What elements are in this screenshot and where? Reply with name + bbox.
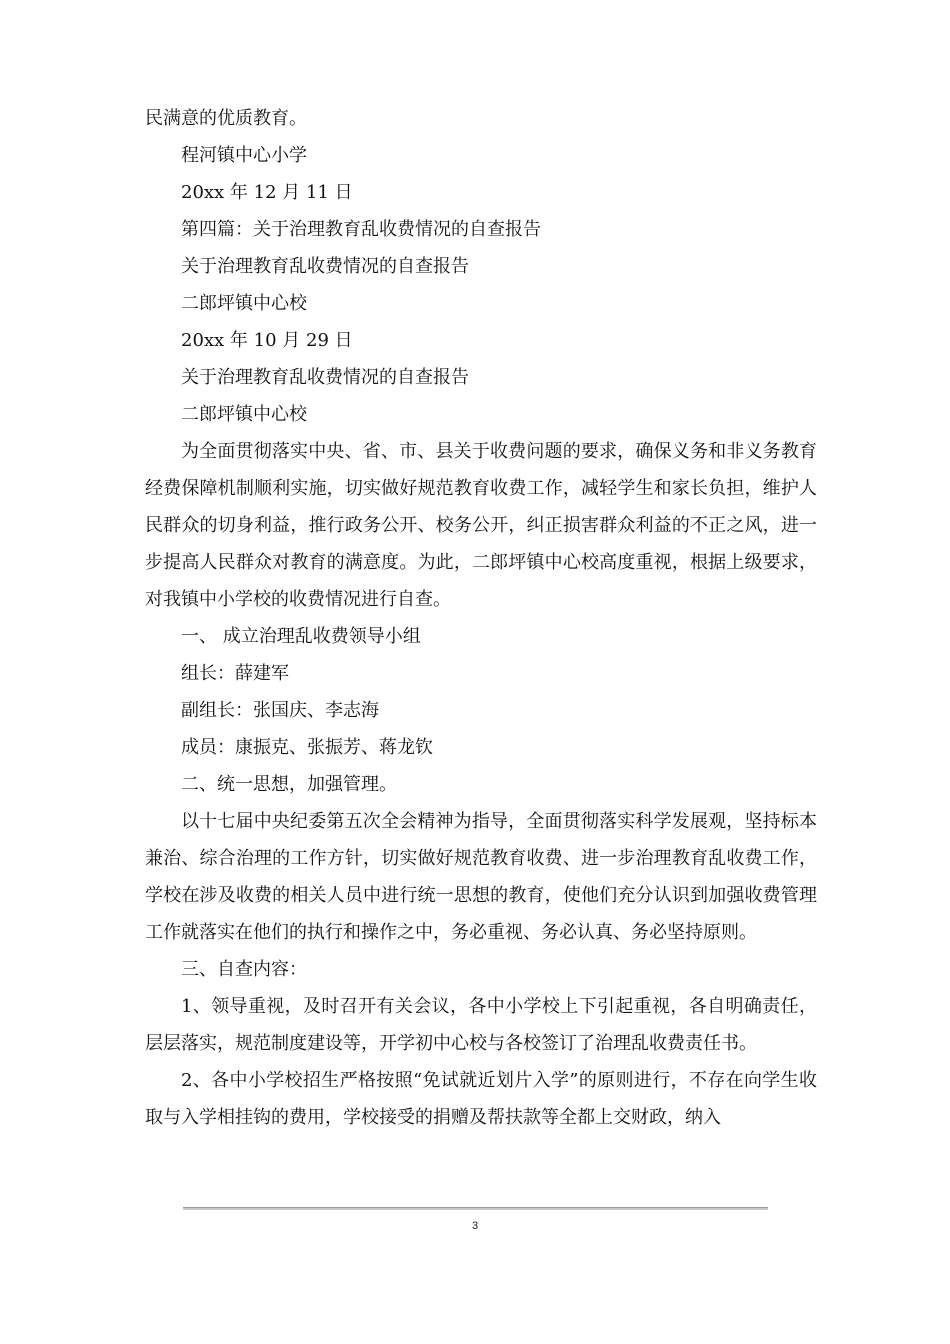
report-title: 关于治理教育乱收费情况的自查报告 xyxy=(181,367,469,388)
chapter-heading: 第四篇：关于治理教育乱收费情况的自查报告 xyxy=(181,219,541,240)
school-name-chenghe: 程河镇中心小学 xyxy=(181,145,307,166)
school-name-erlangping: 二郎坪镇中心校 xyxy=(181,404,307,425)
date-line: 20xx 年 12 月 11 日 xyxy=(181,182,353,203)
members-line: 成员：康振克、张振芳、蒋龙钦 xyxy=(181,737,433,758)
date-line: 20xx 年 10 月 29 日 xyxy=(181,330,353,351)
school-name-erlangping: 二郎坪镇中心校 xyxy=(181,293,307,314)
page-number: 3 xyxy=(471,1220,479,1232)
text-line-continuation: 民满意的优质教育。 xyxy=(145,108,307,129)
inspection-item-2: 2、各中小学校招生严格按照“免试就近划片入学”的原则进行，不存在向学生收取与入学相挂钩的费用，学校接受的捐赠及帮扶款等全都上交财政，纳入 xyxy=(145,1070,817,1128)
management-paragraph: 以十七届中央纪委第五次全会精神为指导，全面贯彻落实科学发展观，坚持标本兼治、综合治理的工作方针，切实做好规范教育收费、进一步治理教育乱收费工作，学校在涉及收费的相关人员中进行统一思想的教育，使他们充分认识到加强收费管理工作就落实在他们的执行和操作之中，务必重视、务必认真、务必坚持原则。 xyxy=(145,811,817,943)
footer-divider xyxy=(183,1207,768,1210)
document-body xyxy=(145,100,817,1136)
section-heading-3: 三、自查内容： xyxy=(181,959,307,980)
intro-paragraph: 为全面贯彻落实中央、省、市、县关于收费问题的要求，确保义务和非义务教育经费保障机制顺利实施，切实做好规范教育收费工作，减轻学生和家长负担，维护人民群众的切身利益，推行政务公开、校务公开，纠正损害群众利益的不正之风，进一步提高人民群众对教育的满意度。为此，二郎坪镇中心校高度重视，根据上级要求，对我镇中小学校的收费情况进行自查。 xyxy=(145,441,817,610)
inspection-item-1: 1、领导重视，及时召开有关会议，各中小学校上下引起重视，各自明确责任，层层落实，规范制度建设等，开学初中心校与各校签订了治理乱收费责任书。 xyxy=(145,996,817,1054)
section-heading-2: 二、统一思想，加强管理。 xyxy=(181,774,397,795)
report-title: 关于治理教育乱收费情况的自查报告 xyxy=(181,256,469,277)
leader-line: 组长：薛建军 xyxy=(181,663,289,684)
deputy-leader-line: 副组长：张国庆、李志海 xyxy=(181,700,379,721)
section-heading-1: 一、 成立治理乱收费领导小组 xyxy=(181,626,421,647)
